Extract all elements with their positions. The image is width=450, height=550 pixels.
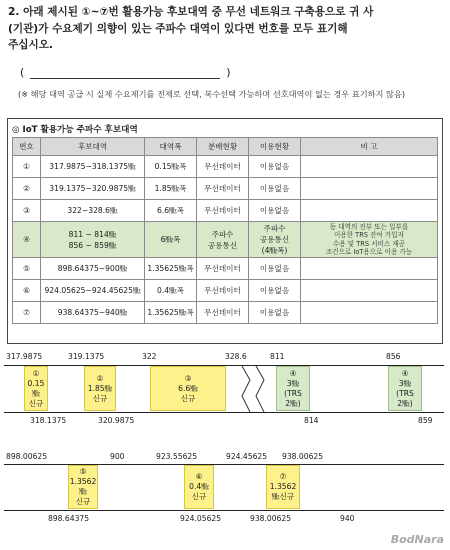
freq-label: 317.9875 (6, 352, 43, 361)
table-row (13, 280, 438, 302)
freq-label: 900 (110, 452, 125, 461)
freq-label: 319.1375 (68, 352, 105, 361)
table-row (13, 156, 438, 178)
instruction-note: (※ 해당 대역 공급 시 실제 수요제기를 전제로 선택, 복수선택 가능하며 선호대역이 없는 경우 표기하지 않음) (18, 89, 406, 99)
freq-label: 938.00625 (282, 452, 324, 461)
col-header: 번호 (13, 138, 41, 156)
table-cell: 무선데이터 (197, 178, 249, 200)
table-cell: ⑥ (13, 280, 41, 302)
table-cell (301, 280, 438, 302)
table-cell: 무선데이터 (197, 258, 249, 280)
table-cell: 1.35625㎒폭 (145, 258, 197, 280)
freq-label: 318.1375 (30, 416, 67, 425)
freq-label: 811 (270, 352, 285, 361)
table-cell: 주파수 공용통신 (4㎒폭) (249, 222, 301, 258)
answer-blank-field[interactable] (30, 67, 220, 79)
question-text (8, 4, 444, 54)
freq-label: 898.64375 (48, 514, 90, 523)
band-block-5: ⑤ 1.3562㎒ 신규 (68, 465, 98, 509)
table-cell: 322~328.6㎒ (41, 200, 145, 222)
table-cell: ⑦ (13, 302, 41, 324)
col-header: 비 고 (301, 138, 438, 156)
table-cell: 이용없음 (249, 280, 301, 302)
table-cell: ⑤ (13, 258, 41, 280)
answer-area (20, 66, 231, 79)
band-block-6: ⑥ 0.4㎒ 신규 (184, 465, 214, 509)
table-row (13, 222, 438, 258)
box-title: ◎ IoT 활용가능 주파수 후보대역 (12, 125, 138, 135)
table-cell: ② (13, 178, 41, 200)
col-header: 분배현황 (197, 138, 249, 156)
table-cell: 1.85㎒폭 (145, 178, 197, 200)
freq-label: 898.00625 (6, 452, 48, 461)
bottom-axis-line (4, 412, 444, 413)
band-block-1: ① 0.15㎒ 신규 (24, 366, 48, 411)
question-line-2: (기관)가 수요제기 의향이 있는 주파수 대역이 있다면 번호를 모두 표기해 (8, 22, 348, 35)
table-cell (301, 258, 438, 280)
table-cell: 동 대역의 전부 또는 일부를 이용한 TRS 잔여 가입자 수용 및 TRS 서비스 재공 조건으로 IoT용으로 이용 가능 (301, 222, 438, 258)
table-cell: 938.64375~940㎒ (41, 302, 145, 324)
watermark-logo: BodNara (390, 533, 444, 546)
freq-label: 856 (386, 352, 401, 361)
table-row (13, 302, 438, 324)
col-header: 후보대역 (41, 138, 145, 156)
answer-close-paren: ) (226, 66, 231, 79)
table-cell: 898.64375~900㎒ (41, 258, 145, 280)
question-line-3: 주십시오. (8, 39, 53, 51)
axis-break-icon (236, 366, 270, 412)
band-block-2: ② 1.85㎒ 신규 (84, 366, 116, 411)
table-cell: 이용없음 (249, 178, 301, 200)
table-row (13, 178, 438, 200)
table-cell (301, 302, 438, 324)
table-cell: 주파수 공용통신 (197, 222, 249, 258)
table-cell: 무선데이터 (197, 302, 249, 324)
table-cell: 6.6㎒폭 (145, 200, 197, 222)
freq-label: 940 (340, 514, 355, 523)
col-header: 이용현황 (249, 138, 301, 156)
table-cell: 무선데이터 (197, 200, 249, 222)
col-header: 대역폭 (145, 138, 197, 156)
band-diagram (0, 350, 450, 550)
table-cell: 이용없음 (249, 156, 301, 178)
freq-label: 322 (142, 352, 157, 361)
band-block-4b: ④ 3㎒ (TRS 2㎒) (388, 366, 422, 411)
table-cell (301, 156, 438, 178)
table-row (13, 258, 438, 280)
table-cell: 이용없음 (249, 200, 301, 222)
freq-label: 814 (304, 416, 319, 425)
bottom-axis-line-2 (4, 510, 444, 511)
table-cell: 924.05625~924.45625㎒ (41, 280, 145, 302)
band-table-box (7, 118, 443, 344)
table-row (13, 200, 438, 222)
freq-label: 924.45625 (226, 452, 268, 461)
freq-label: 320.9875 (98, 416, 135, 425)
table-cell: 무선데이터 (197, 156, 249, 178)
table-header-row (13, 138, 438, 156)
table-cell (301, 200, 438, 222)
table-cell: 317.9875~318.1375㎒ (41, 156, 145, 178)
question-line-1: 2. 아래 제시된 ①~⑦번 활용가능 후보대역 중 무선 네트워크 구축용으로 귀 사 (8, 6, 374, 18)
table-cell: 1.35625㎒폭 (145, 302, 197, 324)
table-cell: 이용없음 (249, 258, 301, 280)
freq-label: 328.6 (225, 352, 247, 361)
table-cell: 319.1375~320.9875㎒ (41, 178, 145, 200)
freq-label: 924.05625 (180, 514, 222, 523)
band-table (12, 137, 438, 324)
freq-label: 859 (418, 416, 433, 425)
band-block-4a: ④ 3㎒ (TRS 2㎒) (276, 366, 310, 411)
answer-open-paren: ( (20, 66, 25, 79)
band-block-3: ③ 6.6㎒ 신규 (150, 366, 226, 411)
table-cell: 811 ~ 814㎒ 856 ~ 859㎒ (41, 222, 145, 258)
band-block-7: ⑦ 1.3562 ㎒신규 (266, 465, 300, 509)
freq-label: 923.55625 (156, 452, 198, 461)
table-cell: 0.15㎒폭 (145, 156, 197, 178)
freq-label: 938.00625 (250, 514, 292, 523)
table-cell (301, 178, 438, 200)
table-cell: ① (13, 156, 41, 178)
table-cell: ④ (13, 222, 41, 258)
table-cell: 0.4㎒폭 (145, 280, 197, 302)
table-cell: 이용없음 (249, 302, 301, 324)
table-cell: ③ (13, 200, 41, 222)
table-cell: 6㎒폭 (145, 222, 197, 258)
table-cell: 무선데이터 (197, 280, 249, 302)
